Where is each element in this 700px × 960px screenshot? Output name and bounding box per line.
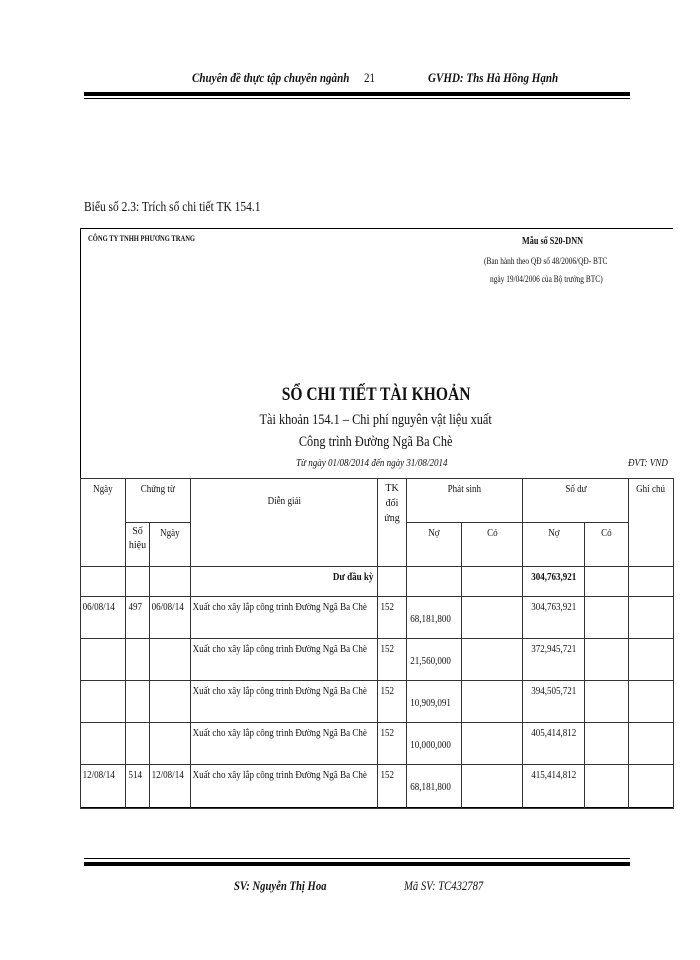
table-row xyxy=(81,723,674,765)
col-header-balance: Số dư xyxy=(523,479,629,523)
ledger-table xyxy=(80,478,674,809)
col-header-note: Ghi chú xyxy=(629,479,674,567)
ledger-title: SỔ CHI TIẾT TÀI KHOẢN xyxy=(281,384,471,405)
period-range: Từ ngày 01/08/2014 đến ngày 31/08/2014 xyxy=(296,457,448,469)
row-voucher-date: 12/08/14 xyxy=(150,765,191,809)
row-description: Xuất cho xây lắp công trình Đường Ngã Ba Chè xyxy=(191,597,378,639)
row-description: Xuất cho xây lắp công trình Đường Ngã Ba Chè xyxy=(191,723,378,765)
row-balance: 394,505,721 xyxy=(523,681,585,723)
footer-rule-thick xyxy=(84,862,630,866)
ledger-subtitle: Tài khoản 154.1 – Chi phí nguyên vật liệu xuất xyxy=(259,412,493,428)
row-date: 06/08/14 xyxy=(81,597,126,639)
row-balance: 304,763,921 xyxy=(523,597,585,639)
row-debit: 68,181,800 xyxy=(407,597,462,639)
col-header-debit-balance: Nợ xyxy=(523,523,585,567)
row-description: Xuất cho xây lắp công trình Đường Ngã Ba Chè xyxy=(191,765,378,809)
header-rule-thin xyxy=(84,98,630,99)
row-account: 152 xyxy=(378,597,407,639)
header-page-number: 21 xyxy=(364,70,376,85)
row-account: 152 xyxy=(378,681,407,723)
footer-student-name: SV: Nguyễn Thị Hoa xyxy=(234,878,327,893)
row-account: 152 xyxy=(378,765,407,809)
row-account: 152 xyxy=(378,723,407,765)
col-header-credit-balance: Có xyxy=(585,523,629,567)
table-row xyxy=(81,681,674,723)
row-balance: 415,414,812 xyxy=(523,765,585,809)
col-header-voucher-date: Ngày xyxy=(150,523,191,567)
col-header-voucher: Chứng từ xyxy=(126,479,191,523)
row-voucher-no: 514 xyxy=(126,765,150,809)
row-account: 152 xyxy=(378,639,407,681)
col-header-date: Ngày xyxy=(81,479,126,567)
row-balance: 372,945,721 xyxy=(523,639,585,681)
row-description: Xuất cho xây lắp công trình Đường Ngã Ba Chè xyxy=(191,639,378,681)
header-course-title: Chuyên đề thực tập chuyên ngành xyxy=(192,70,350,85)
row-debit: 68,181,800 xyxy=(407,765,462,809)
table-row xyxy=(81,597,674,639)
header-rule-thick xyxy=(84,92,630,96)
col-header-credit: Có xyxy=(462,523,523,567)
figure-caption: Biểu số 2.3: Trích sổ chi tiết TK 154.1 xyxy=(84,200,261,215)
col-header-voucher-no: Số hiệu xyxy=(126,523,150,567)
currency-unit: ĐVT: VND xyxy=(628,457,668,469)
form-number: Mẫu số S20-DNN xyxy=(522,236,584,247)
row-debit: 10,000,000 xyxy=(407,723,462,765)
row-balance: 405,414,812 xyxy=(523,723,585,765)
col-header-debit: Nợ xyxy=(407,523,462,567)
company-name: CÔNG TY TNHH PHƯƠNG TRANG xyxy=(88,234,196,243)
col-header-description: Diễn giải xyxy=(191,479,378,567)
table-row xyxy=(81,765,674,809)
header-supervisor: GVHD: Ths Hà Hồng Hạnh xyxy=(428,70,559,85)
table-row xyxy=(81,639,674,681)
footer-rule-thin xyxy=(84,858,630,859)
footer-student-id: Mã SV: TC432787 xyxy=(404,878,484,893)
form-note-1: (Ban hành theo QĐ số 48/2006/QĐ- BTC xyxy=(484,256,608,266)
row-description: Xuất cho xây lắp công trình Đường Ngã Ba Chè xyxy=(191,681,378,723)
project-name: Công trình Đường Ngã Ba Chè xyxy=(299,434,453,450)
row-debit: 21,560,000 xyxy=(407,639,462,681)
opening-debit-balance: 304,763,921 xyxy=(523,567,585,597)
opening-balance-row xyxy=(81,567,674,597)
opening-label: Dư đầu kỳ xyxy=(191,567,378,597)
row-debit: 10,909,091 xyxy=(407,681,462,723)
col-header-account: TK đối ứng xyxy=(378,479,407,567)
row-date: 12/08/14 xyxy=(81,765,126,809)
row-voucher-date: 06/08/14 xyxy=(150,597,191,639)
col-header-arising: Phát sinh xyxy=(407,479,523,523)
form-note-2: ngày 19/04/2006 của Bộ trưởng BTC) xyxy=(490,274,603,284)
row-voucher-no: 497 xyxy=(126,597,150,639)
